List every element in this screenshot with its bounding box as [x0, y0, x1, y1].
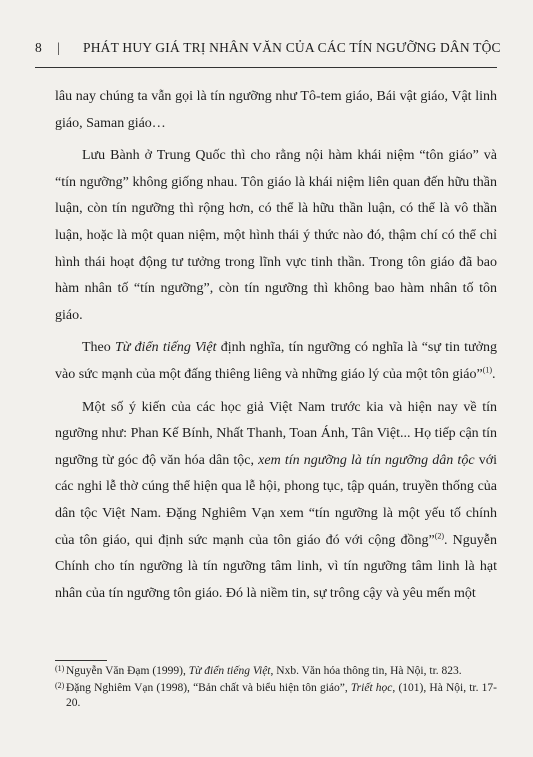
footnote-1 [55, 664, 497, 678]
page-number: 8 [35, 40, 42, 55]
dictionary-title: Từ điển tiếng Việt [114, 340, 217, 356]
footnote-rule [55, 660, 107, 661]
italic-phrase: xem tín ngưỡng là tín ngưỡng dân tộc [258, 452, 475, 468]
paragraph-4 [55, 395, 497, 608]
paragraph-3-text-b: định nghĩa, tín ngưỡng có nghĩa là “sự tin tưởng vào sức mạnh của một đấng thiêng liêng và những giáo lý của một tôn giáo” [55, 340, 497, 382]
paragraph-4-text-a: Một số ý kiến của các học giả Việt Nam trước kia và hiện nay về tín ngưỡng như: Phan Kế Bính, Nhất Thanh, Toan Ánh, Tân Việt... Họ tiếp cận tín ngưỡng từ góc độ văn hóa dân tộc, [55, 399, 497, 468]
paragraph-3 [55, 335, 497, 388]
running-title: PHÁT HUY GIÁ TRỊ NHÂN VĂN CỦA CÁC TÍN NGƯỠNG DÂN TỘC [83, 40, 501, 55]
paragraph-3-text-c: . [492, 366, 496, 382]
paragraph-3-text-a: Theo [82, 340, 115, 356]
footnote-1-italic: Từ điển tiếng Việt [188, 665, 271, 677]
header-separator: | [57, 40, 60, 55]
footnote-2-italic: Triết học [350, 682, 393, 695]
paragraph-4-text-c: . Nguyễn Chính cho tín ngưỡng là tín ngưỡng tâm linh, vì tín ngưỡng tâm linh là hạt nhân của tín ngưỡng tôn giáo. Đó là niềm tin, sự trông cậy và yêu mến một [55, 532, 497, 601]
footnote-1-text-a: Nguyễn Văn Đạm (1999), [66, 665, 189, 677]
paragraph-2 [55, 143, 497, 329]
footnote-1-text-b: , Nxb. Văn hóa thông tin, Hà Nội, tr. 823. [270, 665, 462, 677]
footnote-2-mark: (2) [55, 681, 65, 691]
footnote-1-mark: (1) [55, 664, 65, 673]
footnote-2 [55, 681, 497, 710]
paragraph-1-text: lâu nay chúng ta vẫn gọi là tín ngưỡng như Tô-tem giáo, Bái vật giáo, Vật linh giáo, Saman giáo… [55, 89, 497, 131]
running-header [35, 36, 505, 60]
footnote-2-text-a: Đặng Nghiêm Vạn (1998), “Bản chất và biểu hiện tôn giáo”, [66, 682, 351, 695]
body-text [55, 84, 497, 611]
paragraph-2-text: Lưu Bành ở Trung Quốc thì cho rằng nội hàm khái niệm “tôn giáo” và “tín ngưỡng” không giống nhau. Tôn giáo là khái niệm liên quan đến hữu thần luận, còn tín ngưỡng thì rộng hơn, có thể là hữu thần luận, có thể là vô thần luận, hoặc là một quan niệm, một hình thái ý thức nào đó, thậm chí có thể chỉ hình thái hoạt động tư tưởng trong lĩnh vực tinh thần. Trong tôn giáo đã bao hàm nhân tố “tín ngưỡng”, còn tín ngưỡng thì không bao hàm nhân tố tôn giáo. [55, 148, 497, 323]
paragraph-4-text-b: với các nghi lễ thờ cúng thể hiện qua lễ hội, phong tục, tập quán, truyền thống của dân tộc Việt Nam. Đặng Nghiêm Vạn xem “tín ngưỡng là một yếu tố chính của tôn giáo, qui định sức mạnh của tôn giáo đó với cộng đồng” [55, 452, 497, 548]
header-rule [35, 67, 497, 68]
footnotes [55, 664, 497, 713]
footnote-2-text-b: , (101), Hà Nội, tr. 17-20. [66, 682, 497, 709]
footnote-ref-1: (1) [482, 365, 493, 375]
footnote-ref-2: (2) [434, 530, 445, 540]
paragraph-1 [55, 84, 497, 137]
